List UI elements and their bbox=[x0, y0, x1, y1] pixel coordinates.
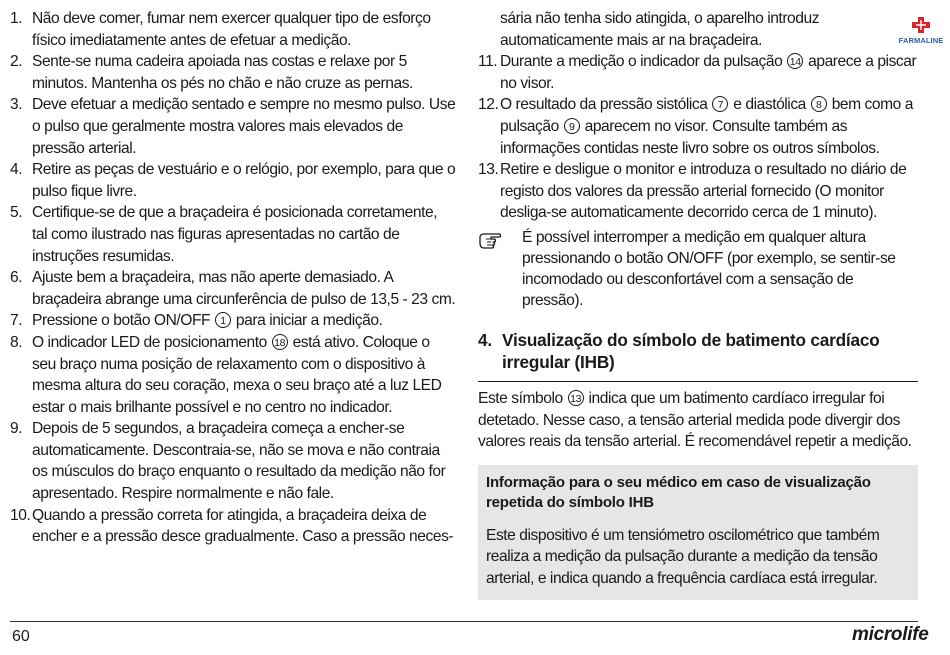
item-number: 12. bbox=[478, 96, 499, 114]
section-heading bbox=[478, 329, 918, 373]
instruction-list-left bbox=[10, 8, 456, 548]
item-text: Deve efetuar a medição sentado e sempre no mesmo pulso. Use o pulso que geralmente mostra valores mais elevados de pressão arterial. bbox=[32, 96, 456, 157]
item-text: Não deve comer, fumar nem exercer qualquer tipo de esforço físico imediatamente antes de efetuar a medição. bbox=[32, 10, 431, 49]
farmaline-logo bbox=[893, 16, 949, 45]
list-item bbox=[10, 8, 456, 51]
item-number: 6. bbox=[10, 269, 23, 287]
reference-number-circle: 14 bbox=[787, 53, 803, 69]
item-number: 8. bbox=[10, 333, 23, 351]
ihb-paragraph bbox=[478, 388, 918, 453]
list-item bbox=[10, 310, 456, 332]
reference-number-circle: 7 bbox=[712, 96, 728, 112]
page-number: 60 bbox=[12, 628, 30, 645]
list-item bbox=[10, 332, 456, 418]
item-number: 2. bbox=[10, 53, 23, 71]
note-text: É possível interromper a medição em qualquer altura pressionando o botão ON/OFF (por exemplo, se sentir-se incomodado ou desconfortável com a sensação de pressão). bbox=[522, 228, 896, 309]
list-item bbox=[10, 505, 456, 548]
reference-number-circle: 9 bbox=[564, 118, 580, 134]
section-title: Visualização do símbolo de batimento cardíaco irregular (IHB) bbox=[502, 329, 880, 372]
item-number: 1. bbox=[10, 10, 23, 27]
item-text: Depois de 5 segundos, a braçadeira começa a encher-se automaticamente. Descontraia-se, não se mova e não contraia os músculos do braço enquanto o resultado da medição não for apresentado. Respire normalmente e não fale. bbox=[32, 420, 446, 503]
pointing-hand-icon bbox=[478, 229, 508, 249]
list-item bbox=[478, 159, 918, 224]
item-number: 4. bbox=[10, 161, 23, 179]
footer-divider bbox=[10, 621, 918, 622]
item-number: 3. bbox=[10, 96, 23, 114]
item-text: Ajuste bem a braçadeira, mas não aperte demasiado. A braçadeira abrange uma circunferência de pulso de 13,5 - 23 cm. bbox=[32, 269, 456, 308]
item-text: bem como a pulsação bbox=[500, 96, 913, 135]
item-text: para iniciar a medição. bbox=[235, 312, 383, 330]
item-text: sária não tenha sido atingida, o aparelho introduz automaticamente mais ar na braçadeira. bbox=[500, 10, 820, 49]
list-item bbox=[10, 418, 456, 504]
list-item bbox=[10, 51, 456, 94]
paragraph-text: Este símbolo bbox=[478, 389, 563, 407]
item-text: Retire as peças de vestuário e o relógio, por exemplo, para que o pulso fique livre. bbox=[32, 161, 456, 200]
item-text: Sente-se numa cadeira apoiada nas costas e relaxe por 5 minutos. Mantenha os pés no chão e não cruze as pernas. bbox=[32, 53, 413, 92]
item-text: está ativo. Coloque o seu braço numa posição de relaxamento com o dispositivo à mesma altura do seu coração, mexa o seu braço até a luz LED estar o mais brilhante possível e no centro no indicador. bbox=[32, 333, 442, 416]
reference-number-circle: 18 bbox=[272, 334, 288, 350]
paragraph-text: indica que um batimento cardíaco irregular foi detetado. Nesse caso, a tensão arterial medida pode divergir dos valores reais da tensão arterial. É recomendável repetir a medição. bbox=[478, 389, 912, 451]
item-text: aparecem no visor. Consulte também as informações contidas neste livro sobre os outros símbolos. bbox=[500, 117, 880, 157]
reference-number-circle: 8 bbox=[811, 96, 827, 112]
section-divider bbox=[478, 381, 918, 382]
doctor-info-box bbox=[478, 465, 918, 600]
left-column bbox=[10, 8, 456, 548]
list-item bbox=[10, 202, 456, 267]
item-text: O indicador LED de posicionamento bbox=[32, 333, 267, 351]
item-text: O resultado da pressão sistólica bbox=[500, 96, 708, 114]
item-number: 9. bbox=[10, 420, 23, 438]
item-number: 13. bbox=[478, 161, 499, 179]
logo-text: FARMALINE bbox=[898, 36, 944, 45]
item-text: Retire e desligue o monitor e introduza o resultado no diário de registo dos valores da pressão arterial fornecido (O monitor desliga-se automaticamente decorrido cerca de 1 minuto). bbox=[500, 161, 907, 222]
list-item bbox=[10, 94, 456, 159]
item-number: 5. bbox=[10, 204, 23, 222]
item-text: Durante a medição o indicador da pulsação bbox=[500, 53, 783, 71]
item-text: Certifique-se de que a braçadeira é posicionada corretamente, tal como ilustrado nas figuras apresentadas no cartão de instruções resumidas. bbox=[32, 204, 438, 265]
item-number: 10. bbox=[10, 506, 31, 524]
item-number: 7. bbox=[10, 312, 23, 330]
item-text: aparece a piscar no visor. bbox=[500, 53, 917, 92]
info-box-title: Informação para o seu médico em caso de visualização repetida do símbolo IHB bbox=[486, 473, 871, 511]
reference-number-circle: 13 bbox=[568, 390, 584, 406]
list-item bbox=[478, 94, 918, 159]
brand-logo: microlife bbox=[852, 624, 929, 645]
list-item bbox=[10, 159, 456, 202]
right-column bbox=[478, 8, 918, 600]
list-item bbox=[478, 51, 918, 94]
reference-number-circle: 1 bbox=[215, 312, 231, 328]
item-text: Pressione o botão ON/OFF bbox=[32, 312, 211, 330]
list-item-continuation bbox=[478, 8, 918, 51]
note-block bbox=[478, 227, 918, 311]
pharmacy-cross-icon bbox=[910, 16, 932, 34]
item-number: 11. bbox=[478, 53, 498, 71]
item-text: e diastólica bbox=[733, 96, 806, 114]
section-number: 4. bbox=[478, 329, 492, 350]
info-box-body: Este dispositivo é um tensiómetro oscilométrico que também realiza a medição da pulsação durante a medição da tensão arterial, e indica quando a frequência cardíaca está irregular. bbox=[486, 526, 880, 587]
list-item bbox=[10, 267, 456, 310]
item-text: Quando a pressão correta for atingida, a braçadeira deixa de encher e a pressão desce gradualmente. Caso a pressão neces- bbox=[32, 506, 454, 546]
